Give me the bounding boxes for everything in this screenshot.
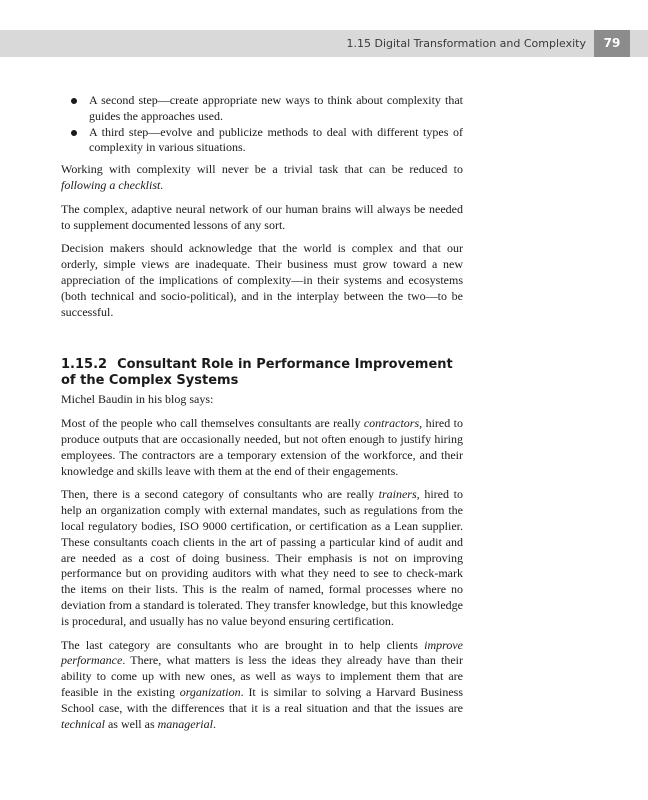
bullet-list [61, 93, 463, 156]
running-header [0, 30, 648, 57]
paragraph: Most of the people who call themselves consultants are really contractors, hired to produce outputs that are occasionally needed, but not often enough to justify hiring employees. The contractors are a temporary extension of the workforce, and their knowledge and skills leave with them at the end of their engagements. [61, 416, 463, 478]
bullet-item: A third step—evolve and publicize methods to deal with different types of complexity in various situations. [61, 125, 463, 157]
paragraph: Decision makers should acknowledge that the world is complex and that our orderly, simple views are inadequate. Their business must grow toward a new appreciation of the implications of complexity—in their systems and ecosystems (both technical and socio-political), and in the interplay between the two—to be successful. [61, 241, 463, 319]
page-body [61, 93, 463, 740]
paragraph: Michel Baudin in his blog says: [61, 392, 214, 407]
page-number: 79 [594, 30, 630, 57]
bullet-dot-icon [71, 130, 77, 136]
bullet-item: A second step—create appropriate new ways to think about complexity that guides the approaches used. [61, 93, 463, 125]
paragraph: Working with complexity will never be a trivial task that can be reduced to following a checklist. [61, 162, 463, 192]
section-heading [61, 357, 463, 389]
section-title: Consultant Role in Performance Improvement of the Complex Systems [61, 357, 453, 389]
bullet-dot-icon [71, 98, 77, 104]
running-header-title: 1.15 Digital Transformation and Complexity [346, 37, 586, 50]
paragraph: The last category are consultants who are brought in to help clients improve performance. There, what matters is less the ideas they already have than their ability to come up with new ones, as well as ways to implement them that are feasible in the existing organization. It is similar to solving a Harvard Business School case, with the differences that it is a real situation and that the issues are technical as well as managerial. [61, 637, 463, 731]
paragraph: The complex, adaptive neural network of our human brains will always be needed to supplement documented lessons of any sort. [61, 201, 463, 232]
section-number: 1.15.2 [61, 357, 108, 373]
paragraph: Then, there is a second category of consultants who are really trainers, hired to help an organization comply with external mandates, such as regulations from the local regulatory bodies, ISO 9000 certification, or certification as a Lean supplier. These consultants coach clients in the art of passing a particular kind of audit and are needed as a cost of doing business. Their emphasis is not on improving performance but on providing auditors with what they need to see to check-mark the items on their lists. This is the realm of named, formal processes where no deviation from a standard is tolerated. They transfer knowledge, but this knowledge is procedural, and usually has no value beyond ensuring certification. [61, 487, 463, 628]
